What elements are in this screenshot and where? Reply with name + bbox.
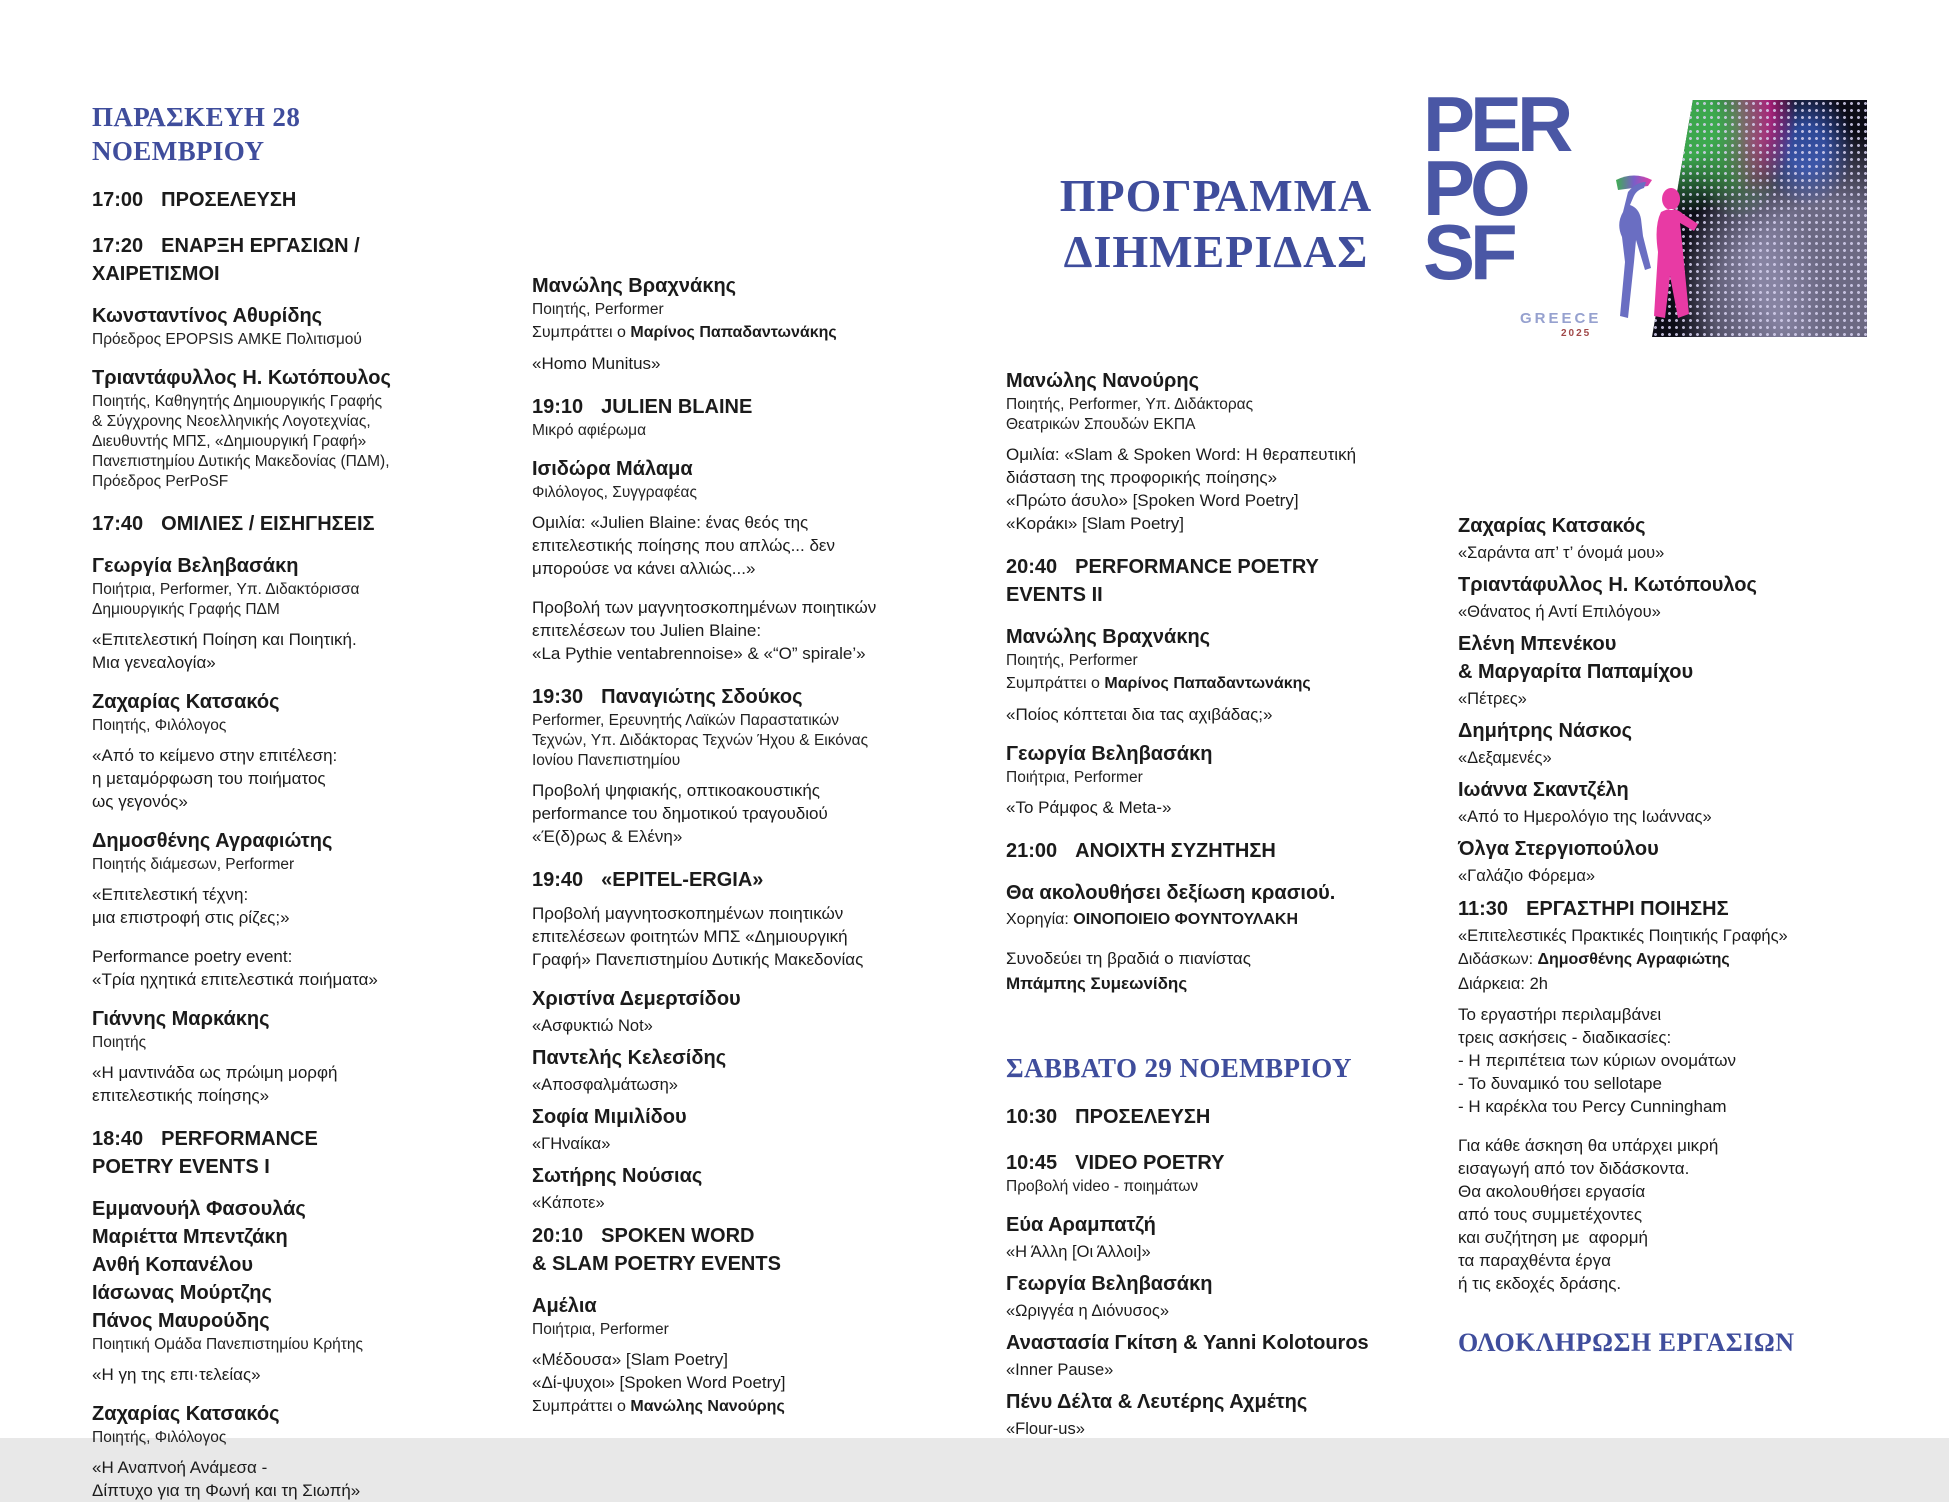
program-column-friday-2 bbox=[532, 273, 922, 1418]
schedule-line-work: - Η περιπέτεια των κύριων ονομάτων bbox=[1458, 1051, 1737, 1070]
logo-country-label: GREECE bbox=[1520, 310, 1602, 327]
schedule-line-sub: Ποιητική Ομάδα Πανεπιστημίου Κρήτης bbox=[92, 1336, 363, 1353]
schedule-line-sub: Ποιήτρια, Performer, Υπ. Διδακτόρισσα bbox=[92, 581, 360, 598]
schedule-line-cap: «Flour-us» bbox=[1006, 1420, 1085, 1438]
schedule-line-work: Performance poetry event: bbox=[92, 947, 293, 966]
schedule-line-time bbox=[1006, 837, 1426, 865]
schedule-line-gapsm bbox=[1006, 931, 1426, 939]
schedule-line-name0: Πάνος Μαυρούδης bbox=[92, 1310, 270, 1332]
schedule-line-sub: Πρόεδρος PerPoSF bbox=[92, 473, 229, 490]
schedule-line-work: επιτελεστικής ποίησης» bbox=[92, 1086, 270, 1105]
mixed-line-bold-name: Μαρίνος Παπαδαντωνάκης bbox=[630, 324, 837, 341]
schedule-line-work: Δίπτυχο για τη Φωνή και τη Σιωπή» bbox=[92, 1481, 361, 1500]
schedule-line-cap: «Θάνατος ή Αντί Επιλόγου» bbox=[1458, 603, 1661, 621]
mixed-line-bold-name: Μαρίνος Παπαδαντωνάκης bbox=[1104, 675, 1311, 692]
schedule-line-work: τρεις ασκήσεις - διαδικασίες: bbox=[1458, 1028, 1672, 1047]
schedule-line-time bbox=[532, 683, 922, 711]
schedule-line-work: «Το Ράμφος & Meta-» bbox=[1006, 798, 1172, 817]
dancer-figures-illustration bbox=[1588, 170, 1708, 340]
mixed-line-bold-name: Μανώλης Νανούρης bbox=[630, 1398, 785, 1415]
schedule-line-work: «Η γη της επι·τελείας» bbox=[92, 1365, 261, 1384]
pink-figure-silhouette bbox=[1654, 188, 1698, 318]
schedule-line-time bbox=[1458, 895, 1898, 923]
session-label: VIDEO POETRY bbox=[1075, 1152, 1225, 1174]
schedule-line-time bbox=[92, 1125, 452, 1153]
schedule-line-mixed bbox=[532, 322, 922, 344]
session-label: Παναγιώτης Σδούκος bbox=[601, 686, 803, 708]
schedule-line-work: μπορούσε να κάνει αλλιώς...» bbox=[532, 559, 756, 578]
schedule-line-name: Γεωργία Βεληβασάκη bbox=[92, 555, 299, 577]
schedule-line-timecont: ΧΑΙΡΕΤΙΣΜΟΙ bbox=[92, 263, 220, 285]
schedule-line-name: Χριστίνα Δεμερτσίδου bbox=[532, 988, 741, 1010]
schedule-line-sub: Ποιητής, Φιλόλογος bbox=[92, 1429, 227, 1446]
schedule-line-sub: Μικρό αφιέρωμα bbox=[532, 422, 647, 439]
schedule-line-work: διάσταση της προφορικής ποίησης» bbox=[1006, 468, 1278, 487]
schedule-line-time bbox=[92, 186, 452, 214]
mixed-line-prefix: Συμπράττει ο bbox=[1006, 675, 1105, 692]
mixed-line-prefix: Διδάσκων: bbox=[1458, 951, 1538, 968]
schedule-line-name: Γεωργία Βεληβασάκη bbox=[1006, 1273, 1213, 1295]
session-time: 19:40 bbox=[532, 869, 584, 891]
schedule-line-cap: «Ωριγγέα η Διόνυσος» bbox=[1006, 1302, 1170, 1320]
session-time: 20:40 bbox=[1006, 556, 1058, 578]
schedule-line-gapsm bbox=[1458, 1118, 1898, 1126]
schedule-line-work: «Η μαντινάδα ως πρώιμη μορφή bbox=[92, 1063, 338, 1082]
schedule-line-day: ΠΑΡΑΣΚΕΥΗ 28 ΝΟΕΜΒΡΙΟΥ bbox=[92, 102, 308, 166]
schedule-line-mixed bbox=[1006, 909, 1426, 931]
schedule-line-timecont: EVENTS II bbox=[1006, 584, 1103, 606]
program-title-line2: ΔΙΗΜΕΡΙΔΑΣ bbox=[1063, 226, 1369, 277]
schedule-line-work: «Έ(δ)ρως & Ελένη» bbox=[532, 827, 683, 846]
mixed-line-prefix: Συμπράττει ο bbox=[532, 1398, 631, 1415]
schedule-line-timecont: POETRY EVENTS I bbox=[92, 1156, 270, 1178]
schedule-line-time bbox=[1006, 553, 1426, 581]
logo-line-per: PER bbox=[1423, 80, 1569, 168]
schedule-line-work: Για κάθε άσκηση θα υπάρχει μικρή bbox=[1458, 1136, 1719, 1155]
schedule-line-name: Τριαντάφυλλος Η. Κωτόπουλος bbox=[1458, 574, 1757, 596]
schedule-line-work: Ομιλία: «Julien Blaine: ένας θεός της bbox=[532, 513, 809, 532]
schedule-line-cap: «Δεξαμενές» bbox=[1458, 749, 1552, 767]
schedule-line-name: Σωτήρης Νούσιας bbox=[532, 1165, 703, 1187]
schedule-line-sub: & Σύγχρονης Νεοελληνικής Λογοτεχνίας, bbox=[92, 413, 371, 430]
schedule-line-name0: & Μαργαρίτα Παπαμίχου bbox=[1458, 661, 1694, 683]
schedule-line-work: «La Pythie ventabrennoise» & «“O” spirale’» bbox=[532, 644, 866, 663]
blue-figure-silhouette bbox=[1619, 182, 1651, 318]
session-time: 17:40 bbox=[92, 513, 144, 535]
schedule-line-bold: Μπάμπης Συμεωνίδης bbox=[1006, 974, 1188, 993]
schedule-line-time bbox=[532, 866, 922, 894]
schedule-line-name: Παντελής Κελεσίδης bbox=[532, 1047, 727, 1069]
schedule-line-work: ή τις εκδοχές δράσης. bbox=[1458, 1274, 1622, 1293]
schedule-line-name: Μανώλης Νανούρης bbox=[1006, 370, 1199, 392]
schedule-line-sub: Ποιητής bbox=[92, 1034, 147, 1051]
schedule-line-work: Ομιλία: «Slam & Spoken Word: Η θεραπευτική bbox=[1006, 445, 1357, 464]
session-time: 20:10 bbox=[532, 1225, 584, 1247]
schedule-line-time bbox=[1006, 1149, 1426, 1177]
session-time: 21:00 bbox=[1006, 840, 1058, 862]
schedule-line-gapsm bbox=[92, 929, 452, 937]
schedule-line-sub: Ποιητής, Performer bbox=[1006, 652, 1138, 669]
logo-year-label: 2025 bbox=[1561, 328, 1592, 339]
program-title bbox=[1006, 168, 1426, 280]
schedule-line-work: Προβολή ψηφιακής, οπτικοακουστικής bbox=[532, 781, 820, 800]
perposf-logo bbox=[1423, 80, 1613, 342]
schedule-line-sub: Ιονίου Πανεπιστημίου bbox=[532, 752, 681, 769]
schedule-line-sub: Δημιουργικής Γραφής ΠΔΜ bbox=[92, 601, 280, 618]
schedule-line-work: «Ποίος κόπτεται δια τας αχιβάδας;» bbox=[1006, 705, 1273, 724]
session-label: ΠΡΟΣΕΛΕΥΣΗ bbox=[1075, 1106, 1211, 1128]
schedule-line-sub: Πανεπιστημίου Δυτικής Μακεδονίας (ΠΔΜ), bbox=[92, 453, 390, 470]
schedule-line-work: «Η Αναπνοή Ανάμεσα - bbox=[92, 1458, 268, 1477]
schedule-line-sub: Πρόεδρος EPOPSIS ΑΜΚΕ Πολιτισμού bbox=[92, 331, 362, 348]
program-title-line1: ΠΡΟΓΡΑΜΜΑ bbox=[1059, 170, 1373, 221]
schedule-line-time bbox=[1006, 1103, 1426, 1131]
session-label: PERFORMANCE POETRY bbox=[1075, 556, 1319, 578]
schedule-line-gap bbox=[1006, 995, 1426, 1021]
session-time: 19:10 bbox=[532, 396, 584, 418]
schedule-line-name: Εμμανουήλ Φασουλάς bbox=[92, 1198, 306, 1220]
schedule-line-work: - Το δυναμικό του sellotape bbox=[1458, 1074, 1662, 1093]
session-time: 18:40 bbox=[92, 1128, 144, 1150]
schedule-line-cap: «Η Άλλη [Οι Άλλοι]» bbox=[1006, 1243, 1151, 1261]
schedule-line-sub: Τεχνών, Υπ. Διδάκτορας Τεχνών Ήχου & Εικόνας bbox=[532, 732, 869, 749]
schedule-line-name: Ελένη Μπενέκου bbox=[1458, 633, 1617, 655]
schedule-line-name: Μανώλης Βραχνάκης bbox=[1006, 626, 1211, 648]
schedule-line-name: Δημήτρης Νάσκος bbox=[1458, 720, 1633, 742]
session-label: ΑΝΟΙΧΤΗ ΣΥΖΗΤΗΣΗ bbox=[1075, 840, 1276, 862]
session-label: ΠΡΟΣΕΛΕΥΣΗ bbox=[161, 189, 297, 211]
schedule-line-sub: Θεατρικών Σπουδών ΕΚΠΑ bbox=[1006, 416, 1196, 433]
schedule-line-name: Μανώλης Βραχνάκης bbox=[532, 275, 737, 297]
program-column-saturday-4 bbox=[1458, 513, 1898, 1295]
schedule-line-cap: «Αποσφαλμάτωση» bbox=[532, 1076, 678, 1094]
closing-statement: ΟΛΟΚΛΗΡΩΣΗ ΕΡΓΑΣΙΩΝ bbox=[1458, 1328, 1795, 1357]
schedule-line-name: Σοφία Μιμιλίδου bbox=[532, 1106, 687, 1128]
schedule-line-name: Ισιδώρα Μάλαμα bbox=[532, 458, 693, 480]
schedule-line-work: από τους συμμετέχοντες bbox=[1458, 1205, 1643, 1224]
schedule-line-work: «Μέδουσα» [Slam Poetry] bbox=[532, 1350, 728, 1369]
schedule-line-cap: «Inner Pause» bbox=[1006, 1361, 1114, 1379]
schedule-line-cap: «Κάποτε» bbox=[532, 1194, 605, 1212]
program-column-friday-1 bbox=[92, 100, 452, 1502]
schedule-line-name: Αμέλια bbox=[532, 1295, 597, 1317]
schedule-line-work: μια επιστροφή στις ρίζες;» bbox=[92, 908, 290, 927]
schedule-line-time bbox=[532, 1222, 922, 1250]
schedule-line-work: «Επιτελεστική Ποίηση και Ποιητική. bbox=[92, 630, 357, 649]
schedule-line-work: ως γεγονός» bbox=[92, 792, 188, 811]
schedule-line-work: «Επιτελεστική τέχνη: bbox=[92, 885, 249, 904]
schedule-line-sub: Ποιητής, Performer, Υπ. Διδάκτορας bbox=[1006, 396, 1254, 413]
schedule-line-sub: Φιλόλογος, Συγγραφέας bbox=[532, 484, 697, 501]
schedule-line-name: Πένυ Δέλτα & Λευτέρης Αχμέτης bbox=[1006, 1391, 1308, 1413]
schedule-line-mixed bbox=[1006, 673, 1426, 695]
schedule-line-name: Εύα Αραμπατζή bbox=[1006, 1214, 1156, 1236]
schedule-line-work: - Η καρέκλα του Percy Cunningham bbox=[1458, 1097, 1727, 1116]
schedule-line-work: Μια γενεαλογία» bbox=[92, 653, 216, 672]
schedule-line-cap: «Πέτρες» bbox=[1458, 690, 1527, 708]
schedule-line-work: Συνοδεύει τη βραδιά ο πιανίστας bbox=[1006, 949, 1251, 968]
schedule-line-day: ΣΑΒΒΑΤΟ 29 ΝΟΕΜΒΡΙΟΥ bbox=[1006, 1053, 1352, 1083]
logo-line-sf: SF bbox=[1423, 208, 1513, 296]
schedule-line-name: Τριαντάφυλλος Η. Κωτόπουλος bbox=[92, 367, 391, 389]
schedule-line-work: «Πρώτο άσυλο» [Spoken Word Poetry] bbox=[1006, 491, 1299, 510]
session-time: 19:30 bbox=[532, 686, 584, 708]
schedule-line-work: και συζήτηση με αφορμή bbox=[1458, 1228, 1648, 1247]
schedule-line-cap: «Από το Ημερολόγιο της Ιωάννας» bbox=[1458, 808, 1712, 826]
schedule-line-sub: Ποιήτρια, Performer bbox=[1006, 769, 1143, 786]
schedule-line-sub: Ποιήτρια, Performer bbox=[532, 1321, 669, 1338]
session-label: JULIEN BLAINE bbox=[601, 396, 753, 418]
schedule-line-name: Ζαχαρίας Κατσακός bbox=[92, 691, 280, 713]
schedule-line-work: Το εργαστήρι περιλαμβάνει bbox=[1458, 1005, 1662, 1024]
schedule-line-timecont: & SLAM POETRY EVENTS bbox=[532, 1253, 781, 1275]
schedule-line-name: Γεωργία Βεληβασάκη bbox=[1006, 743, 1213, 765]
schedule-line-sub: Ποιητής, Φιλόλογος bbox=[92, 717, 227, 734]
logo-line-po: PO bbox=[1423, 144, 1526, 232]
schedule-line-gapsm bbox=[532, 580, 922, 588]
schedule-line-work: performance του δημοτικού τραγουδιού bbox=[532, 804, 828, 823]
schedule-line-work: «Από το κείμενο στην επιτέλεση: bbox=[92, 746, 338, 765]
schedule-line-sub: Διευθυντής ΜΠΣ, «Δημιουργική Γραφή» bbox=[92, 433, 367, 450]
session-label: ΟΜΙΛΙΕΣ / ΕΙΣΗΓΗΣΕΙΣ bbox=[161, 513, 375, 535]
schedule-line-work: Γραφή» Πανεπιστημίου Δυτικής Μακεδονίας bbox=[532, 950, 864, 969]
schedule-line-name: Ζαχαρίας Κατσακός bbox=[92, 1403, 280, 1425]
schedule-line-cap: «Επιτελεστικές Πρακτικές Ποιητικής Γραφής» bbox=[1458, 927, 1788, 945]
schedule-line-name0: Ιάσωνας Μούρτζης bbox=[92, 1282, 272, 1304]
schedule-line-work: η μεταμόρφωση του ποιήματος bbox=[92, 769, 326, 788]
schedule-line-time bbox=[532, 393, 922, 421]
schedule-line-name: Ζαχαρίας Κατσακός bbox=[1458, 515, 1646, 537]
session-label: SPOKEN WORD bbox=[601, 1225, 755, 1247]
schedule-line-mixed bbox=[532, 1396, 922, 1418]
schedule-line-name0: Μαριέττα Μπεντζάκη bbox=[92, 1226, 288, 1248]
mixed-line-prefix: Συμπράττει ο bbox=[532, 324, 631, 341]
schedule-line-work: εισαγωγή από τον διδάσκοντα. bbox=[1458, 1159, 1690, 1178]
schedule-line-name0: Ανθή Κοπανέλου bbox=[92, 1254, 253, 1276]
program-column-mixed-3 bbox=[1006, 368, 1426, 1440]
schedule-line-name: Όλγα Στεργιοπούλου bbox=[1458, 838, 1659, 860]
session-time: 17:00 bbox=[92, 189, 144, 211]
schedule-line-work: Προβολή μαγνητοσκοπημένων ποιητικών bbox=[532, 904, 844, 923]
schedule-line-work: Προβολή των μαγνητοσκοπημένων ποιητικών bbox=[532, 598, 877, 617]
schedule-line-work: επιτελεστικής ποίησης που απλώς... δεν bbox=[532, 536, 836, 555]
schedule-line-time bbox=[92, 510, 452, 538]
schedule-line-name: Αναστασία Γκίτση & Yanni Kolotouros bbox=[1006, 1332, 1369, 1354]
schedule-line-cap: «Σαράντα απ’ τ’ όνομά μου» bbox=[1458, 544, 1665, 562]
session-label: ΕΡΓΑΣΤΗΡΙ ΠΟΙΗΣΗΣ bbox=[1526, 898, 1729, 920]
schedule-line-work: επιτελέσεων του Julien Blaine: bbox=[532, 621, 762, 640]
schedule-line-name: Κωνσταντίνος Αθυρίδης bbox=[92, 305, 323, 327]
schedule-line-sub: Ποιητής διάμεσων, Performer bbox=[92, 856, 295, 873]
schedule-line-sub: Performer, Ερευνητής Λαϊκών Παραστατικών bbox=[532, 712, 840, 729]
session-label: ΕΝΑΡΞΗ ΕΡΓΑΣΙΩΝ / bbox=[161, 235, 360, 257]
schedule-line-sub: Ποιητής, Performer bbox=[532, 301, 664, 318]
session-time: 17:20 bbox=[92, 235, 144, 257]
schedule-line-sub: Ποιητής, Καθηγητής Δημιουργικής Γραφής bbox=[92, 393, 383, 410]
schedule-line-name: Δημοσθένης Αγραφιώτης bbox=[92, 830, 333, 852]
mixed-line-bold-name: Δημοσθένης Αγραφιώτης bbox=[1537, 951, 1730, 968]
session-label: PERFORMANCE bbox=[161, 1128, 318, 1150]
schedule-line-name: Θα ακολουθήσει δεξίωση κρασιού. bbox=[1006, 882, 1336, 904]
schedule-line-work: τα παραχθέντα έργα bbox=[1458, 1251, 1611, 1270]
schedule-line-sub: Προβολή video - ποιημάτων bbox=[1006, 1178, 1199, 1195]
mixed-line-prefix: Χορηγία: bbox=[1006, 911, 1074, 928]
schedule-line-work: «Τρία ηχητικά επιτελεστικά ποιήματα» bbox=[92, 970, 378, 989]
schedule-line-time bbox=[92, 232, 452, 260]
session-time: 11:30 bbox=[1458, 898, 1509, 920]
session-time: 10:30 bbox=[1006, 1106, 1058, 1128]
mixed-line-bold-name: ΟΙΝΟΠΟΙΕΙΟ ΦΟΥΝΤΟΥΛΑΚΗ bbox=[1073, 911, 1299, 928]
session-time: 10:45 bbox=[1006, 1152, 1058, 1174]
schedule-line-mixed bbox=[1458, 949, 1898, 971]
schedule-line-cap: «ΓΗναίκα» bbox=[532, 1135, 611, 1153]
schedule-line-cap: Διάρκεια: 2h bbox=[1458, 975, 1548, 993]
schedule-line-work: επιτελέσεων φοιτητών ΜΠΣ «Δημιουργική bbox=[532, 927, 848, 946]
perposf-logo-letters bbox=[1423, 80, 1613, 296]
schedule-line-cap: «Ασφυκτιώ Not» bbox=[532, 1017, 653, 1035]
schedule-line-work: Θα ακολουθήσει εργασία bbox=[1458, 1182, 1646, 1201]
schedule-line-work: «Homo Munitus» bbox=[532, 354, 661, 373]
schedule-line-name: Ιωάννα Σκαντζέλη bbox=[1458, 779, 1629, 801]
schedule-line-work: «Κοράκι» [Slam Poetry] bbox=[1006, 514, 1185, 533]
schedule-line-work: «Δί-ψυχοι» [Spoken Word Poetry] bbox=[532, 1373, 786, 1392]
session-label: «EPITEL-ERGIA» bbox=[601, 869, 764, 891]
schedule-line-name: Γιάννης Μαρκάκης bbox=[92, 1008, 270, 1030]
schedule-line-cap: «Γαλάζιο Φόρεμα» bbox=[1458, 867, 1596, 885]
